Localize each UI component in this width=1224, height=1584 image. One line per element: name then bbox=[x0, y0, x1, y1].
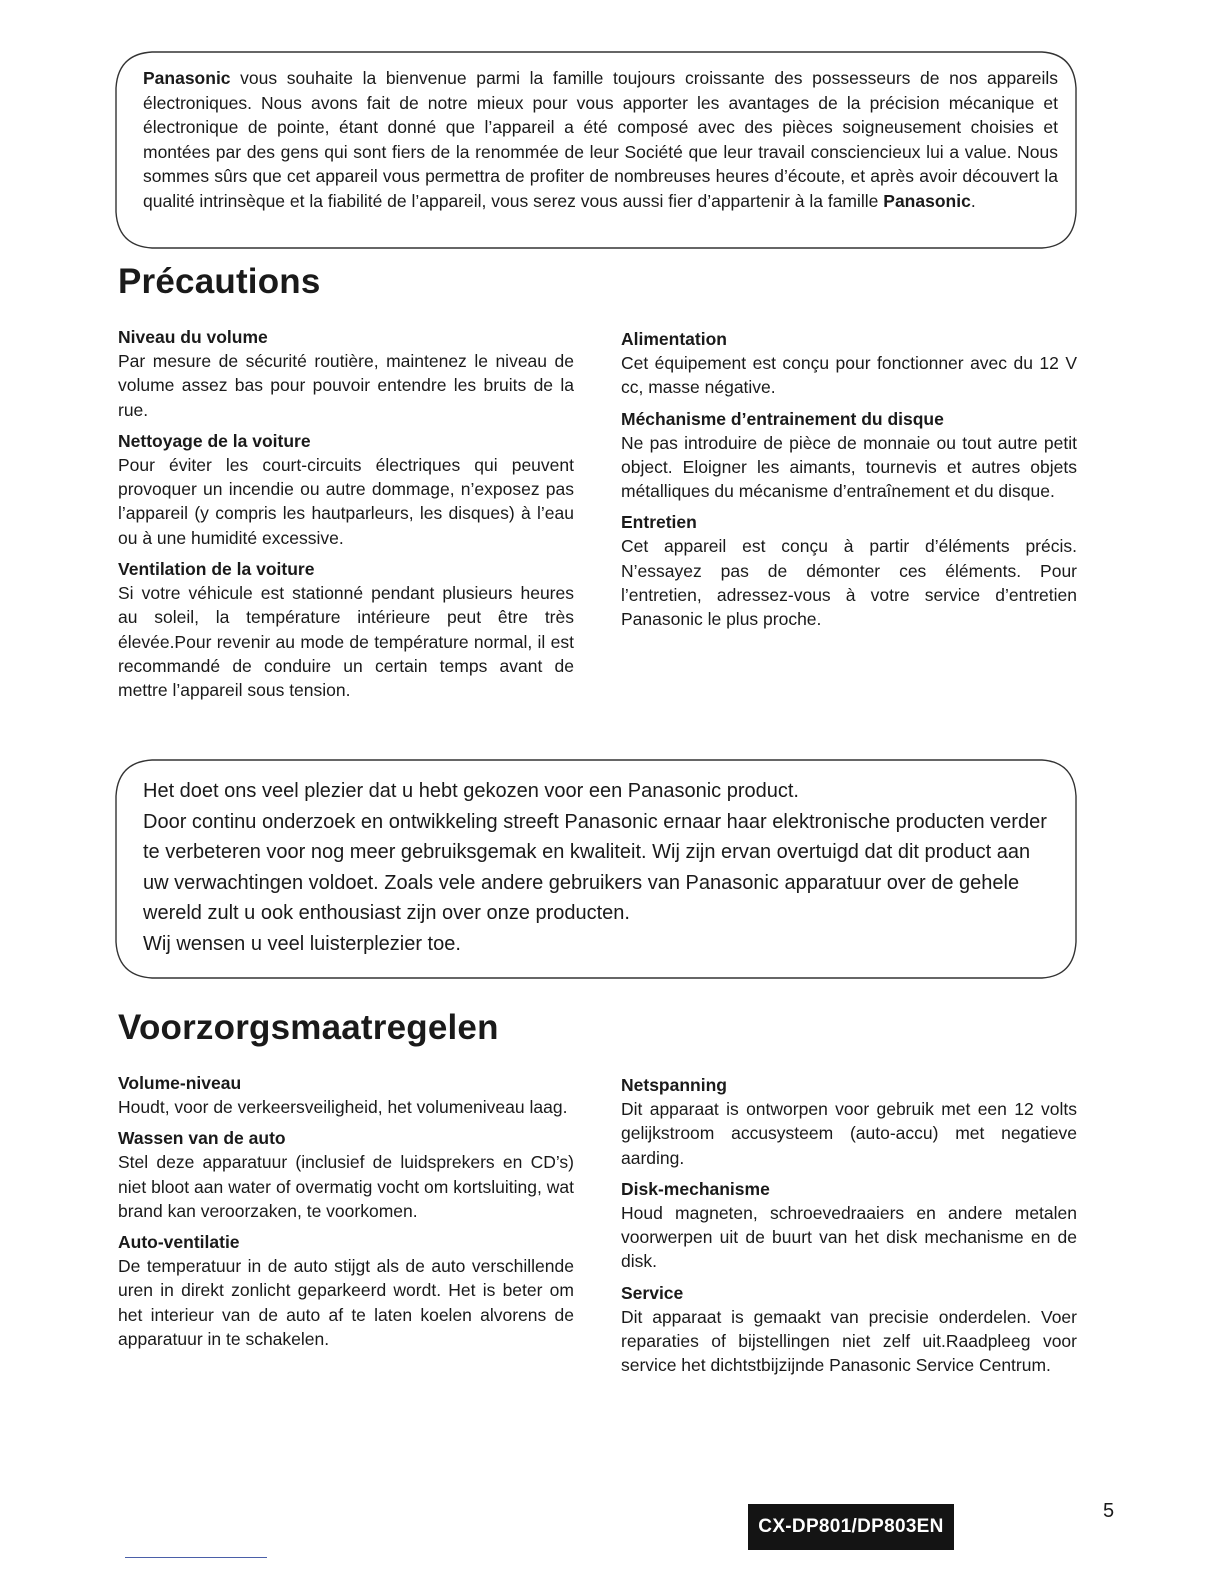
precaution-heading: Niveau du volume bbox=[118, 327, 268, 347]
intro-nl-text bbox=[143, 776, 1058, 959]
intro-fr-body: vous souhaite la bienvenue parmi la famille toujours croissante des possesseurs de nos appareils électroniques. Nous avons fait de notre mieux pour vous apporter les avantages de la précision mécanique et électronique de pointe, étant donné que l’appareil a été composé avec des pièces soigneusement choisies et montées par des gens qui sont fiers de la renommée de leur Société que leur travail consciencieux lui a value. Nous sommes sûrs que cet appareil vous permettra de profiter de nombreuses heures d’écoute, et après avoir découvert la qualité intrinsèque et la fiabilité de l’appareil, vous serez vous aussi fier d’appartenir à la famille bbox=[143, 68, 1058, 211]
precaution-heading: Netspanning bbox=[621, 1075, 727, 1095]
precaution-body: Houd magneten, schroevedraaiers en andere metalen voorwerpen uit de buurt van het disk mechanisme en de disk. bbox=[621, 1202, 1077, 1272]
nl-right-column bbox=[621, 1074, 1077, 1386]
precaution-body: Dit apparaat is gemaakt van precisie onderdelen. Voer reparaties of bijstellingen niet zelf uit.Raadpleeg voor service het dichtstbijzijnde Panasonic Service Centrum. bbox=[621, 1306, 1077, 1376]
precaution-heading: Ventilation de la voiture bbox=[118, 559, 315, 580]
fr-right-column bbox=[621, 328, 1077, 640]
precaution-item bbox=[118, 1127, 574, 1223]
precaution-body: Cet appareil est conçu à partir d’éléments précis. N’essayez pas de démonter ces éléments. Pour l’entretien, adressez-vous à votre service d’entretien Panasonic le plus proche. bbox=[621, 536, 1077, 630]
intro-fr-text bbox=[143, 66, 1058, 213]
page-number: 5 bbox=[1103, 1500, 1115, 1522]
precaution-heading: Entretien bbox=[621, 512, 697, 533]
precaution-heading: Auto-ventilatie bbox=[118, 1232, 240, 1253]
precaution-item bbox=[621, 328, 1077, 400]
brand-name-end: Panasonic bbox=[883, 190, 971, 211]
precaution-body: Houdt, voor de verkeersveiligheid, het volumeniveau laag. bbox=[118, 1097, 568, 1117]
precaution-item bbox=[118, 1231, 574, 1351]
precaution-heading: Service bbox=[621, 1282, 684, 1303]
precaution-item bbox=[621, 1282, 1077, 1378]
precaution-body: Dit apparaat is ontworpen voor gebruik met een 12 volts gelijkstroom accusysteem (auto-accu) met negatieve aarding. bbox=[621, 1099, 1077, 1168]
precaution-heading: Méchanisme d’entrainement du disque bbox=[621, 408, 944, 429]
precaution-item bbox=[621, 1074, 1077, 1170]
precaution-body: Pour éviter les court-circuits électriques qui peuvent provoquer un incendie ou autre dommage, n’exposez pas l’appareil (y compris les hautparleurs, les disques) à l’eau ou à une humidité excessive. bbox=[118, 454, 574, 548]
intro-nl-line-3: Wij wensen u veel luisterplezier toe. bbox=[143, 932, 461, 955]
section-title-fr: Précautions bbox=[118, 262, 321, 301]
intro-nl-line-2: Door continu onderzoek en ontwikkeling streeft Panasonic ernaar haar elektronische producten verder te verbeteren voor nog meer gebruiksgemak en kwaliteit. Wij zijn ervan overtuigd dat dit product aan uw verwachtingen voldoet. Zoals vele andere gebruikers van Panasonic apparatuur over de gehele wereld zult u ook enthousiast zijn over onze producten. bbox=[143, 810, 1047, 924]
footer-rule bbox=[125, 1557, 267, 1558]
fr-left-column bbox=[118, 326, 574, 711]
precaution-item bbox=[118, 1072, 574, 1119]
precaution-item bbox=[118, 558, 574, 702]
precaution-item bbox=[621, 511, 1077, 631]
brand-name: Panasonic bbox=[143, 68, 231, 88]
precaution-body: Si votre véhicule est stationné pendant plusieurs heures au soleil, la température intérieure peut être très élevée.Pour revenir au mode de température normal, il est recommandé de conduire un certain temps avant de mettre l’appareil sous tension. bbox=[118, 583, 574, 701]
nl-left-column bbox=[118, 1072, 574, 1359]
precaution-body: Par mesure de sécurité routière, maintenez le niveau de volume assez bas pour pouvoir entendre les bruits de la rue. bbox=[118, 351, 574, 420]
precaution-item bbox=[118, 326, 574, 422]
precaution-heading: Wassen van de auto bbox=[118, 1128, 286, 1149]
intro-nl-line-1: Het doet ons veel plezier dat u hebt gekozen voor een Panasonic product. bbox=[143, 780, 799, 802]
model-number-badge: CX-DP801/DP803EN bbox=[748, 1504, 954, 1550]
precaution-item bbox=[621, 408, 1077, 504]
precaution-body: Stel deze apparatuur (inclusief de luidsprekers en CD’s) niet bloot aan water of overmatig vocht om kortsluiting, wat brand kan veroorzaken, te voorkomen. bbox=[118, 1152, 574, 1221]
precaution-heading: Volume-niveau bbox=[118, 1073, 242, 1093]
precaution-heading: Disk-mechanisme bbox=[621, 1178, 770, 1199]
precaution-item bbox=[621, 1178, 1077, 1274]
precaution-body: Cet équipement est conçu pour fonctionner avec du 12 V cc, masse négative. bbox=[621, 353, 1077, 398]
precaution-item bbox=[118, 430, 574, 550]
precaution-body: Ne pas introduire de pièce de monnaie ou tout autre petit object. Eloigner les aimants, tournevis et autres objets métalliques du mécanisme d’entraînement et du disque. bbox=[621, 432, 1077, 502]
precaution-body: De temperatuur in de auto stijgt als de auto verschillende uren in direkt zonlicht geparkeerd wordt. Het is beter om het interieur van de auto af te laten koelen alvorens de apparatuur in te schakelen. bbox=[118, 1256, 574, 1350]
precaution-heading: Alimentation bbox=[621, 329, 727, 349]
section-title-nl: Voorzorgsmaatregelen bbox=[118, 1008, 499, 1047]
precaution-heading: Nettoyage de la voiture bbox=[118, 430, 311, 451]
intro-fr-end: . bbox=[970, 190, 976, 211]
